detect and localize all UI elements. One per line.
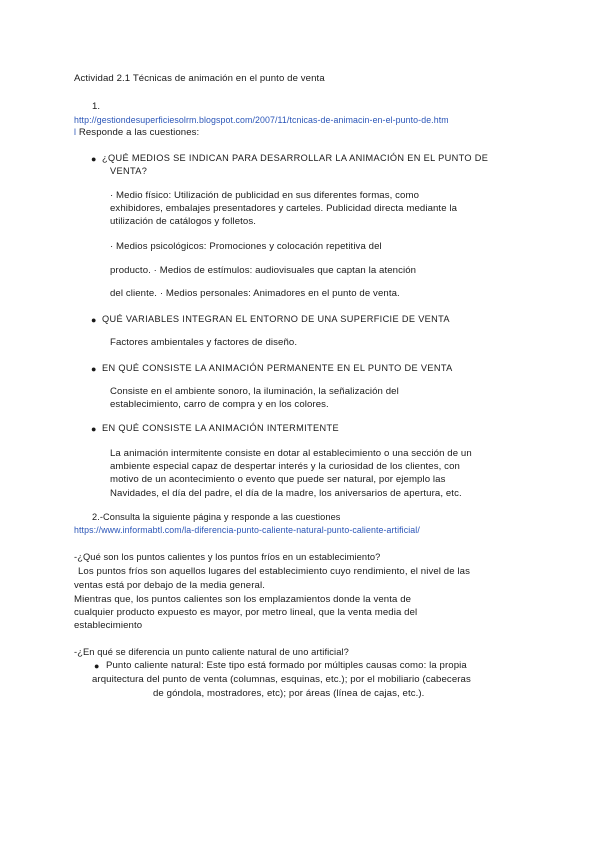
- section2-answer-1-line-3: Mientras que, los puntos calientes son los emplazamientos donde la venta de: [74, 594, 412, 605]
- item1-instruction: Responde a las cuestiones:: [78, 127, 200, 138]
- answer-1-line-6: del cliente. · Medios personales: Animadores en el punto de venta.: [110, 288, 400, 299]
- section2-answer-2-line-3: de góndola, mostradores, etc); por áreas (línea de cajas, etc.).: [153, 688, 425, 699]
- answer-3-line-2: establecimiento, carro de compra y en los colores.: [110, 399, 329, 410]
- section2-answer-1-line-1: Los puntos fríos son aquellos lugares del establecimiento cuyo rendimiento, el nivel de las: [78, 566, 471, 577]
- item1-link-end[interactable]: l: [74, 127, 77, 137]
- section2-answer-1-line-5: establecimiento: [74, 620, 143, 631]
- answer-4-line-4: Navidades, el día del padre, el día de la madre, los aniversarios de apertura, etc.: [110, 488, 462, 499]
- bullet-icon: ●: [94, 661, 100, 671]
- answer-1-line-1: · Medio físico: Utilización de publicidad en sus diferentes formas, como: [110, 190, 420, 201]
- section2-question-2: -¿En qué se diferencia un punto caliente natural de uno artificial?: [74, 647, 349, 657]
- bullet-icon: ●: [91, 154, 97, 164]
- answer-1-line-3: utilización de catálogos y folletos.: [110, 216, 256, 227]
- question-4: EN QUÉ CONSISTE LA ANIMACIÓN INTERMITENTE: [102, 423, 339, 433]
- answer-4-line-2: ambiente especial capaz de despertar interés y la curiosidad de los clientes, con: [110, 461, 460, 472]
- answer-4-line-3: motivo de un acontecimiento o evento que puede ser natural, por ejemplo las: [110, 474, 446, 485]
- section2-question-1: -¿Qué son los puntos calientes y los puntos fríos en un establecimiento?: [74, 552, 381, 562]
- section2-answer-1-line-4: cualquier producto expuesto es mayor, por metro lineal, que la venta media del: [74, 607, 418, 618]
- answer-1-line-2: exhibidores, embalajes presentadores y carteles. Publicidad directa mediante la: [110, 203, 458, 214]
- item1-link[interactable]: http://gestiondesuperficiesolrm.blogspot.com/2007/11/tcnicas-de-animacin-en-el-punto-de.htm: [74, 115, 449, 125]
- question-1-line-2: VENTA?: [110, 166, 148, 176]
- answer-4-line-1: La animación intermitente consiste en dotar al establecimiento o una sección de un: [110, 448, 472, 459]
- bullet-icon: ●: [91, 315, 97, 325]
- item2-heading: 2.-Consulta la siguiente página y responde a las cuestiones: [92, 512, 341, 522]
- item1-line: [74, 126, 199, 139]
- item1-number: 1.: [92, 101, 101, 112]
- section2-answer-2-line-1: Punto caliente natural: Este tipo está formado por múltiples causas como: la propia: [106, 660, 467, 671]
- item2-link[interactable]: https://www.informabtl.com/la-diferencia-punto-caliente-natural-punto-caliente-artificial/: [74, 525, 420, 535]
- section2-answer-1-line-2: ventas está por debajo de la media general.: [74, 580, 265, 591]
- question-1-line-1: ¿QUÉ MEDIOS SE INDICAN PARA DESARROLLAR LA ANIMACIÓN EN EL PUNTO DE: [102, 153, 489, 163]
- question-2: QUÉ VARIABLES INTEGRAN EL ENTORNO DE UNA SUPERFICIE DE VENTA: [102, 314, 450, 324]
- answer-1-line-5: producto. · Medios de estímulos: audiovisuales que captan la atención: [110, 265, 417, 276]
- answer-1-line-4: · Medios psicológicos: Promociones y colocación repetitiva del: [110, 241, 382, 252]
- answer-3-line-1: Consiste en el ambiente sonoro, la iluminación, la señalización del: [110, 386, 399, 397]
- question-3: EN QUÉ CONSISTE LA ANIMACIÓN PERMANENTE EN EL PUNTO DE VENTA: [102, 363, 453, 373]
- answer-2: Factores ambientales y factores de diseño.: [110, 337, 298, 348]
- bullet-icon: ●: [91, 424, 97, 434]
- section2-answer-2-line-2: arquitectura del punto de venta (columnas, esquinas, etc.); por el mobiliario (cabeceras: [92, 674, 471, 685]
- document-title: Actividad 2.1 Técnicas de animación en el punto de venta: [74, 73, 325, 84]
- bullet-icon: ●: [91, 364, 97, 374]
